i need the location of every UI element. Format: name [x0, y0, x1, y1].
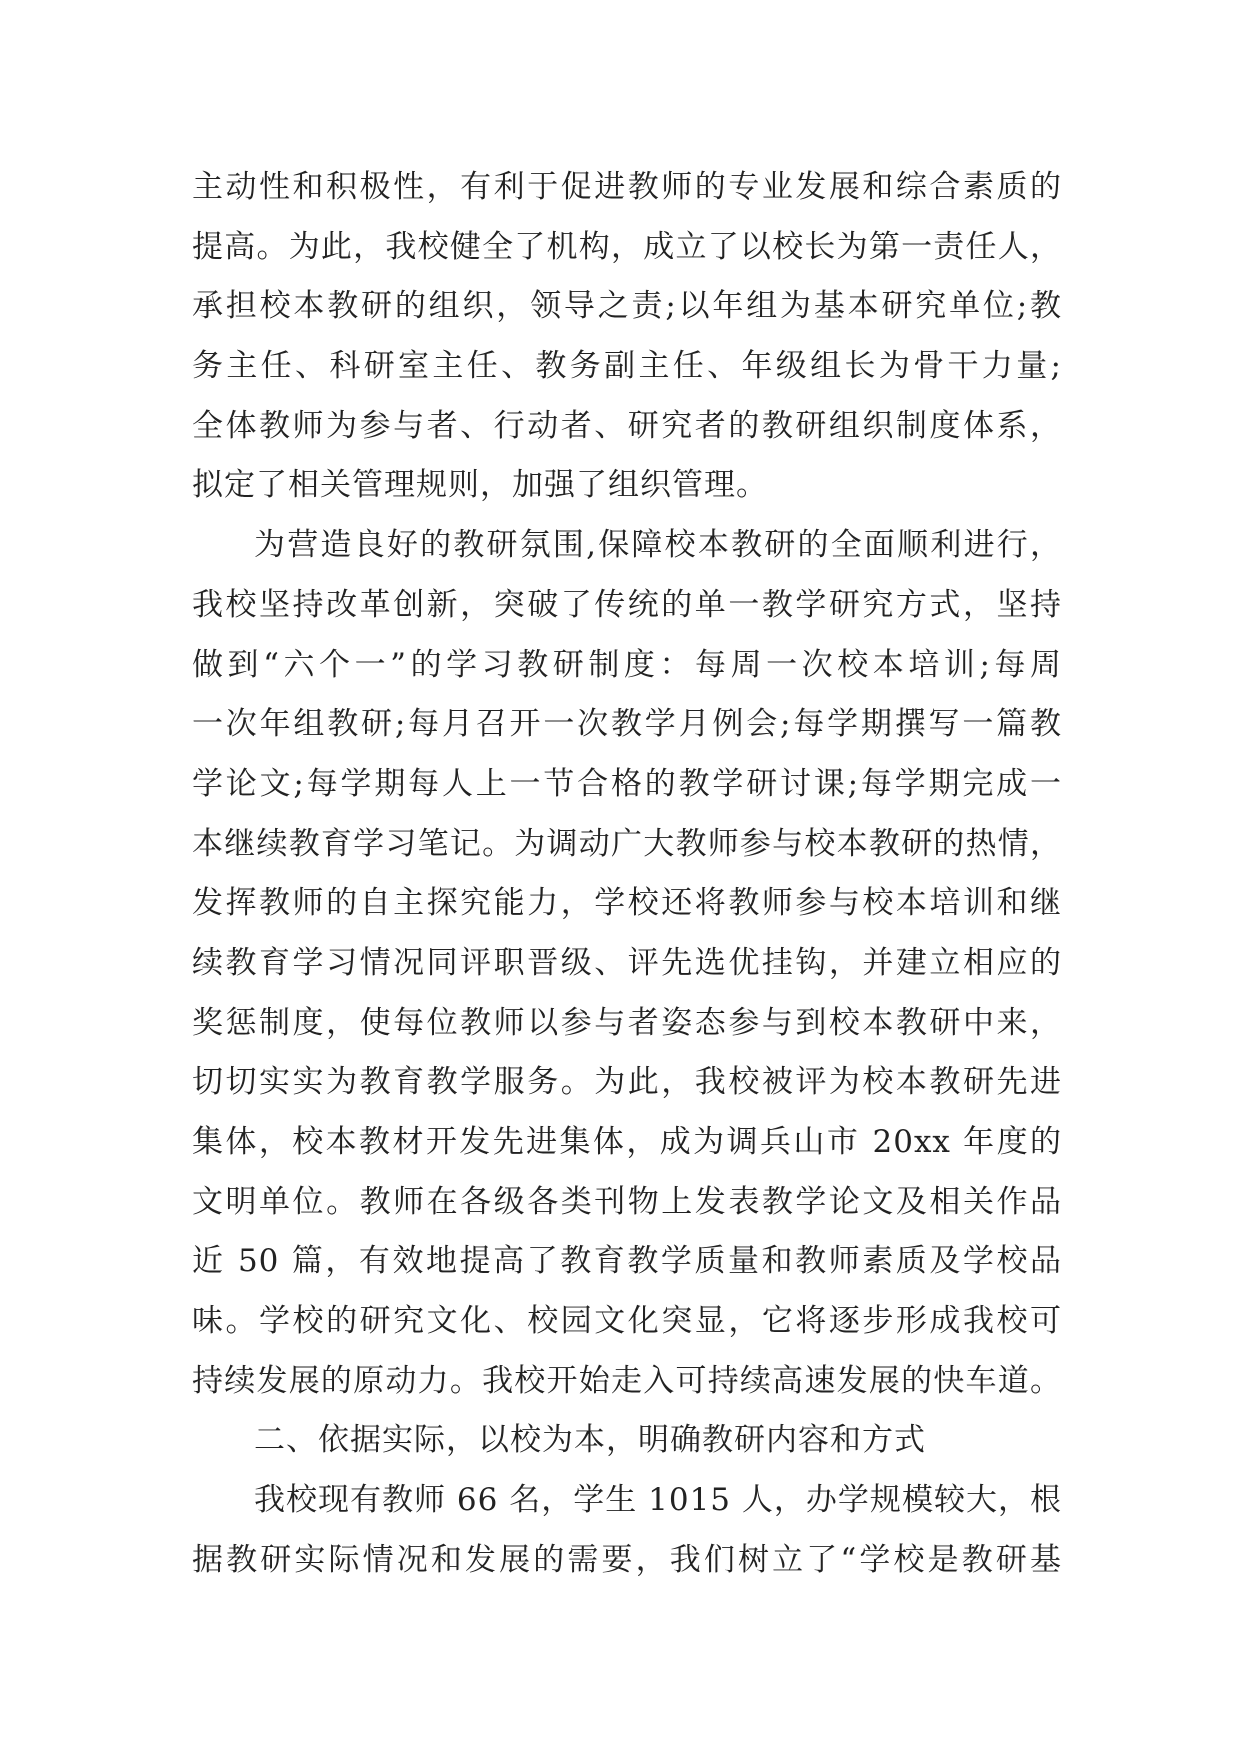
- text-line: 主动性和积极性，有利于促进教师的专业发展和综合素质的: [192, 169, 1062, 205]
- paragraph-first-line: 为营造良好的教研氛围,保障校本教研的全面顺利进行，: [254, 527, 1062, 564]
- text-line: 文明单位。教师在各级各类刊物上发表教学论文及相关作品: [192, 1183, 1062, 1220]
- text-line: 近 50 篇，有效地提高了教育教学质量和教师素质及学校品: [192, 1243, 1062, 1280]
- text-line: 学论文;每学期每人上一节合格的教学研讨课;每学期完成一: [192, 765, 1062, 802]
- text-line: 本继续教育学习笔记。为调动广大教师参与校本教研的热情，: [192, 825, 1062, 862]
- text-line: 务主任、科研室主任、教务副主任、年级组长为骨干力量;: [192, 348, 1062, 385]
- text-line: 切切实实为教育教学服务。为此，我校被评为校本教研先进: [192, 1064, 1062, 1101]
- text-line: 提高。为此，我校健全了机构，成立了以校长为第一责任人，: [192, 228, 1062, 265]
- text-line: 持续发展的原动力。我校开始走入可持续高速发展的快车道。: [192, 1362, 1062, 1399]
- body-text: [192, 158, 1062, 1591]
- text-line: 全体教师为参与者、行动者、研究者的教研组织制度体系，: [192, 407, 1062, 444]
- text-line: 据教研实际情况和发展的需要，我们树立了“学校是教研基: [192, 1541, 1062, 1578]
- text-line: 奖惩制度，使每位教师以参与者姿态参与到校本教研中来，: [192, 1004, 1062, 1041]
- section-heading: 二、依据实际，以校为本，明确教研内容和方式: [254, 1422, 926, 1459]
- text-line: 发挥教师的自主探究能力，学校还将教师参与校本培训和继: [192, 885, 1062, 922]
- text-line: 一次年组教研;每月召开一次教学月例会;每学期撰写一篇教: [192, 706, 1062, 743]
- paragraph-first-line: 我校现有教师 66 名，学生 1015 人，办学规模较大，根: [254, 1482, 1062, 1519]
- text-line: 拟定了相关管理规则，加强了组织管理。: [192, 467, 768, 504]
- text-line: 承担校本教研的组织，领导之责;以年组为基本研究单位;教: [192, 288, 1062, 325]
- text-line: 我校坚持改革创新，突破了传统的单一教学研究方式，坚持: [192, 586, 1062, 623]
- text-line: 做到“六个一”的学习教研制度：每周一次校本培训;每周: [192, 646, 1062, 683]
- text-line: 续教育学习情况同评职晋级、评先选优挂钩，并建立相应的: [192, 944, 1062, 981]
- text-line: 味。学校的研究文化、校园文化突显，它将逐步形成我校可: [192, 1303, 1062, 1340]
- text-line: 集体，校本教材开发先进集体，成为调兵山市 20xx 年度的: [192, 1124, 1062, 1160]
